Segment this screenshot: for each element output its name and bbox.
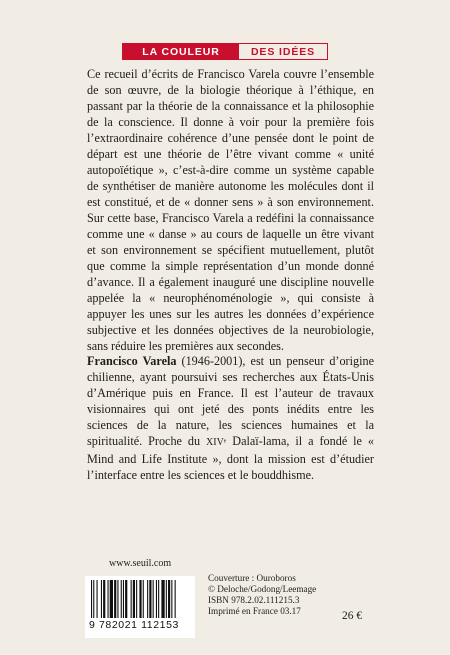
credit-copyright: © Deloche/Godong/Leemage: [208, 584, 317, 594]
collection-name-red: LA COULEUR: [123, 44, 239, 59]
credit-printed: Imprimé en France 03.17: [208, 606, 301, 616]
barcode-bars: [89, 580, 191, 620]
credit-cover: Couverture : Ouroboros: [208, 573, 296, 583]
collection-name-white: DES IDÉES: [250, 45, 316, 58]
collection-banner: [122, 43, 328, 60]
bio-century: XIVᵉ: [206, 437, 227, 448]
author-name: Francisco Varela: [87, 354, 177, 368]
description-text: Ce recueil d’écrits de Francisco Varela couvre l’ensemble de son œuvre, de la biologie théorique à l’éthique, en passant par la théorie de la connaissance et la philosophie de la conscience. Il donne à voir pour la première fois l’extraordinaire cohérence d’une pensée dont le point de départ est une théorie de l’être vivant comme « unité autopoïétique », c’est-à-dire comme un système capable de synthétiser de manière autonome les molécules dont il est constitué, et de « donner sens » à son environnement. Sur cette base, Francisco Varela a redéfini la connaissance comme une « danse » au cours de laquelle un être vivant et son environnement se spécifient mutuellement, plutôt que comme la simple représentation d’un monde donné d’avance. Il a également inauguré une discipline nouvelle appelée la « neurophénoménologie », qui consiste à appuyer les unes sur les autres les données d’expérience subjective et les données objectives de la neurobiologie, sans réduire les premières aux secondes.: [87, 67, 374, 353]
description-paragraph: [87, 66, 374, 354]
price: 26 €: [342, 610, 363, 622]
credits-block: [208, 573, 316, 617]
author-bio-text: [87, 353, 374, 483]
publisher-website: www.seuil.com: [109, 558, 172, 569]
bio-text-2: Dalaï-lama, il a fondé le « Mind and Life Institute », dont la mission est d’étudier l’interface entre les sciences et le bouddhisme.: [87, 434, 374, 482]
author-bio-paragraph: [87, 353, 374, 483]
credit-isbn: ISBN 978.2.02.111215.3: [208, 595, 300, 605]
isbn-barcode: [85, 576, 195, 638]
bio-text-1: (1946-2001), est un penseur d’origine chilienne, ayant poursuivi ses recherches aux États-Unis d’Amérique puis en France. Il est l’auteur de travaux visionnaires qui ont jeté des ponts inédits entre les sciences de la nature, les sciences humaines et la spiritualité. Proche du: [87, 354, 374, 448]
barcode-digits: 9 782021 112153: [89, 619, 179, 631]
